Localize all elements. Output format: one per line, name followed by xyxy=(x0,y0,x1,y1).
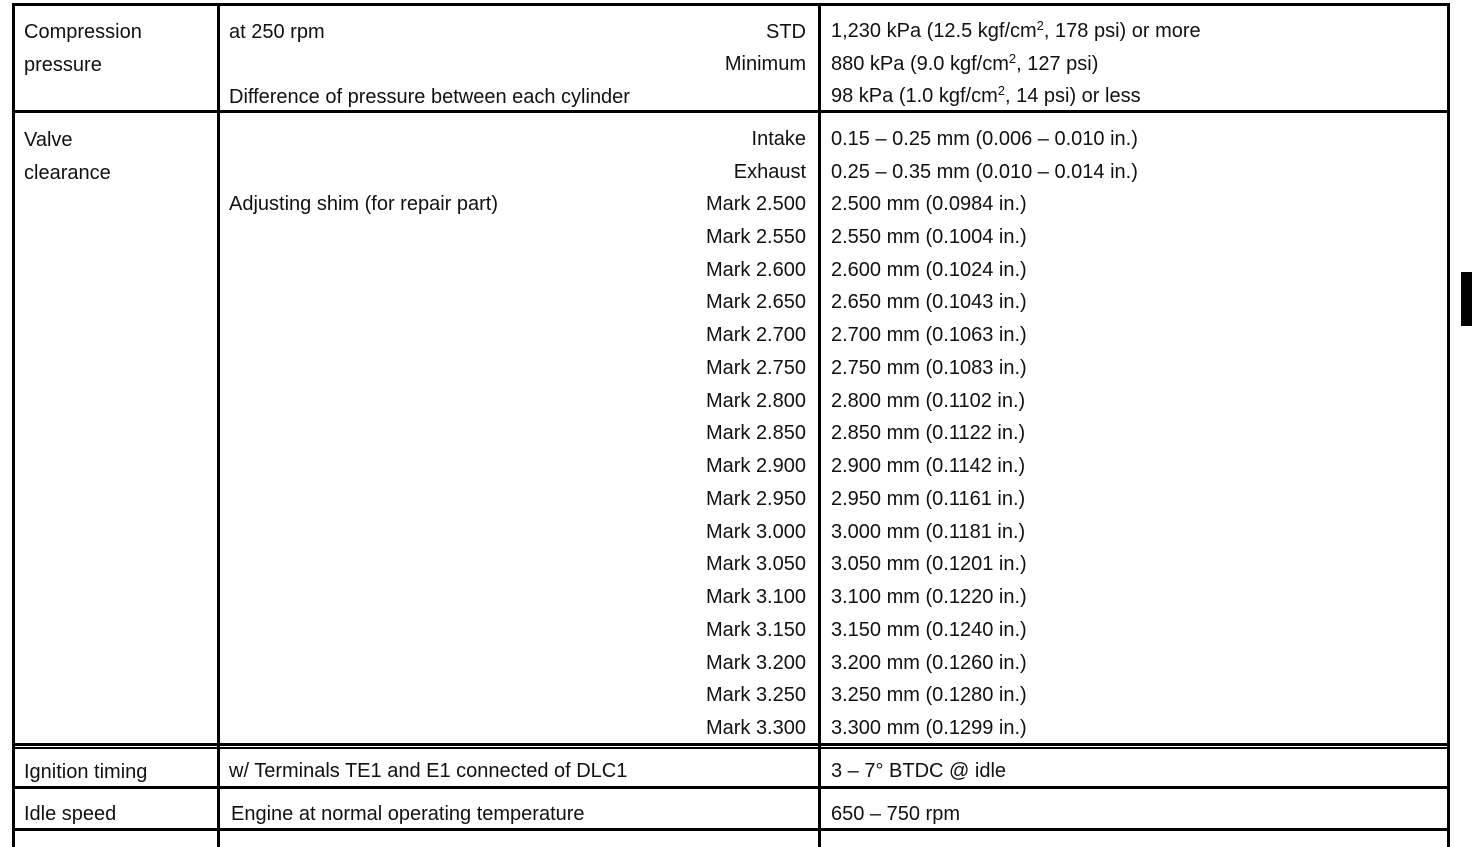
section-tab-marker xyxy=(1461,272,1472,326)
ignition-condition: w/ Terminals TE1 and E1 connected of DLC1 xyxy=(229,760,628,782)
compression-label-line2: pressure xyxy=(24,54,102,76)
row-divider-compression xyxy=(12,110,1450,113)
shim-value: 2.850 mm (0.1122 in.) xyxy=(831,422,1026,444)
shim-mark: Mark 3.100 xyxy=(705,586,806,608)
compression-min-value xyxy=(831,52,1098,76)
shim-value: 2.750 mm (0.1083 in.) xyxy=(831,357,1027,379)
shim-mark: Mark 2.600 xyxy=(705,259,806,281)
shim-value: 3.200 mm (0.1260 in.) xyxy=(831,652,1027,674)
ignition-label: Ignition timing xyxy=(24,761,148,783)
compression-std-value xyxy=(831,19,1201,43)
shim-value: 2.950 mm (0.1161 in.) xyxy=(831,488,1026,510)
compression-diff-value xyxy=(831,84,1141,108)
column-divider-2 xyxy=(818,3,821,847)
shim-mark: Mark 2.650 xyxy=(705,291,806,313)
shim-value: 2.700 mm (0.1063 in.) xyxy=(831,324,1027,346)
shim-value: 2.600 mm (0.1024 in.) xyxy=(831,259,1027,281)
compression-std-label: STD xyxy=(766,21,806,43)
table-left-border xyxy=(12,3,15,847)
std-value-superscript: 2 xyxy=(1036,18,1044,33)
compression-min-label: Minimum xyxy=(724,53,806,75)
table-right-border xyxy=(1447,3,1450,847)
shim-value: 2.500 mm (0.0984 in.) xyxy=(831,193,1027,215)
shim-mark: Mark 2.900 xyxy=(705,455,806,477)
shim-value: 3.050 mm (0.1201 in.) xyxy=(831,553,1027,575)
row-divider-ignition xyxy=(12,786,1450,789)
shim-mark: Mark 3.200 xyxy=(705,652,806,674)
row-divider-idle xyxy=(12,828,1450,831)
table-top-border xyxy=(12,3,1450,6)
compression-label-line1: Compression xyxy=(24,21,142,43)
min-value-text-end: , 127 psi) xyxy=(1016,53,1099,75)
valve-intake-value: 0.15 – 0.25 mm (0.006 – 0.010 in.) xyxy=(831,128,1138,150)
std-value-text: 1,230 kPa (12.5 kgf/cm xyxy=(831,20,1037,42)
shim-value: 3.100 mm (0.1220 in.) xyxy=(831,586,1027,608)
column-divider-1 xyxy=(217,3,220,847)
row-divider-valve-b xyxy=(12,747,1450,749)
shim-mark: Mark 3.150 xyxy=(705,619,806,641)
shim-value: 3.150 mm (0.1240 in.) xyxy=(831,619,1027,641)
shim-mark: Mark 2.850 xyxy=(705,422,806,444)
diff-value-superscript: 2 xyxy=(997,83,1005,98)
diff-value-text: 98 kPa (1.0 kgf/cm xyxy=(831,85,998,107)
idle-label: Idle speed xyxy=(24,803,117,825)
shim-mark: Mark 2.500 xyxy=(705,193,806,215)
shim-mark: Mark 2.550 xyxy=(705,226,806,248)
shim-mark: Mark 2.800 xyxy=(705,390,806,412)
shim-mark: Mark 3.050 xyxy=(705,553,806,575)
shim-mark: Mark 3.300 xyxy=(705,717,806,739)
shim-mark: Mark 3.000 xyxy=(705,521,806,543)
row-divider-valve-a xyxy=(12,743,1450,746)
valve-exhaust-value: 0.25 – 0.35 mm (0.010 – 0.014 in.) xyxy=(831,161,1138,183)
compression-difference-label: Difference of pressure between each cylinder xyxy=(229,86,630,108)
min-value-text: 880 kPa (9.0 kgf/cm xyxy=(831,53,1009,75)
shim-value: 2.900 mm (0.1142 in.) xyxy=(831,455,1026,477)
shim-mark: Mark 3.250 xyxy=(705,684,806,706)
valve-label-line1: Valve xyxy=(24,129,73,151)
shim-mark: Mark 2.950 xyxy=(705,488,806,510)
shim-value: 3.000 mm (0.1181 in.) xyxy=(831,521,1026,543)
shim-value: 2.650 mm (0.1043 in.) xyxy=(831,291,1027,313)
idle-condition: Engine at normal operating temperature xyxy=(231,803,585,825)
shim-value: 2.550 mm (0.1004 in.) xyxy=(831,226,1027,248)
valve-intake-label: Intake xyxy=(751,128,806,150)
std-value-text-end: , 178 psi) or more xyxy=(1043,20,1201,42)
valve-exhaust-label: Exhaust xyxy=(733,161,806,183)
compression-condition: at 250 rpm xyxy=(229,21,325,43)
valve-shim-label: Adjusting shim (for repair part) xyxy=(229,193,498,215)
ignition-value: 3 – 7° BTDC @ idle xyxy=(831,760,1007,782)
idle-value: 650 – 750 rpm xyxy=(831,803,960,825)
shim-value: 3.250 mm (0.1280 in.) xyxy=(831,684,1027,706)
shim-value: 2.800 mm (0.1102 in.) xyxy=(831,390,1026,412)
shim-value: 3.300 mm (0.1299 in.) xyxy=(831,717,1027,739)
shim-mark: Mark 2.700 xyxy=(705,324,806,346)
min-value-superscript: 2 xyxy=(1008,51,1017,66)
diff-value-text-end: , 14 psi) or less xyxy=(1004,85,1141,107)
shim-mark: Mark 2.750 xyxy=(705,357,806,379)
valve-label-line2: clearance xyxy=(24,162,111,184)
